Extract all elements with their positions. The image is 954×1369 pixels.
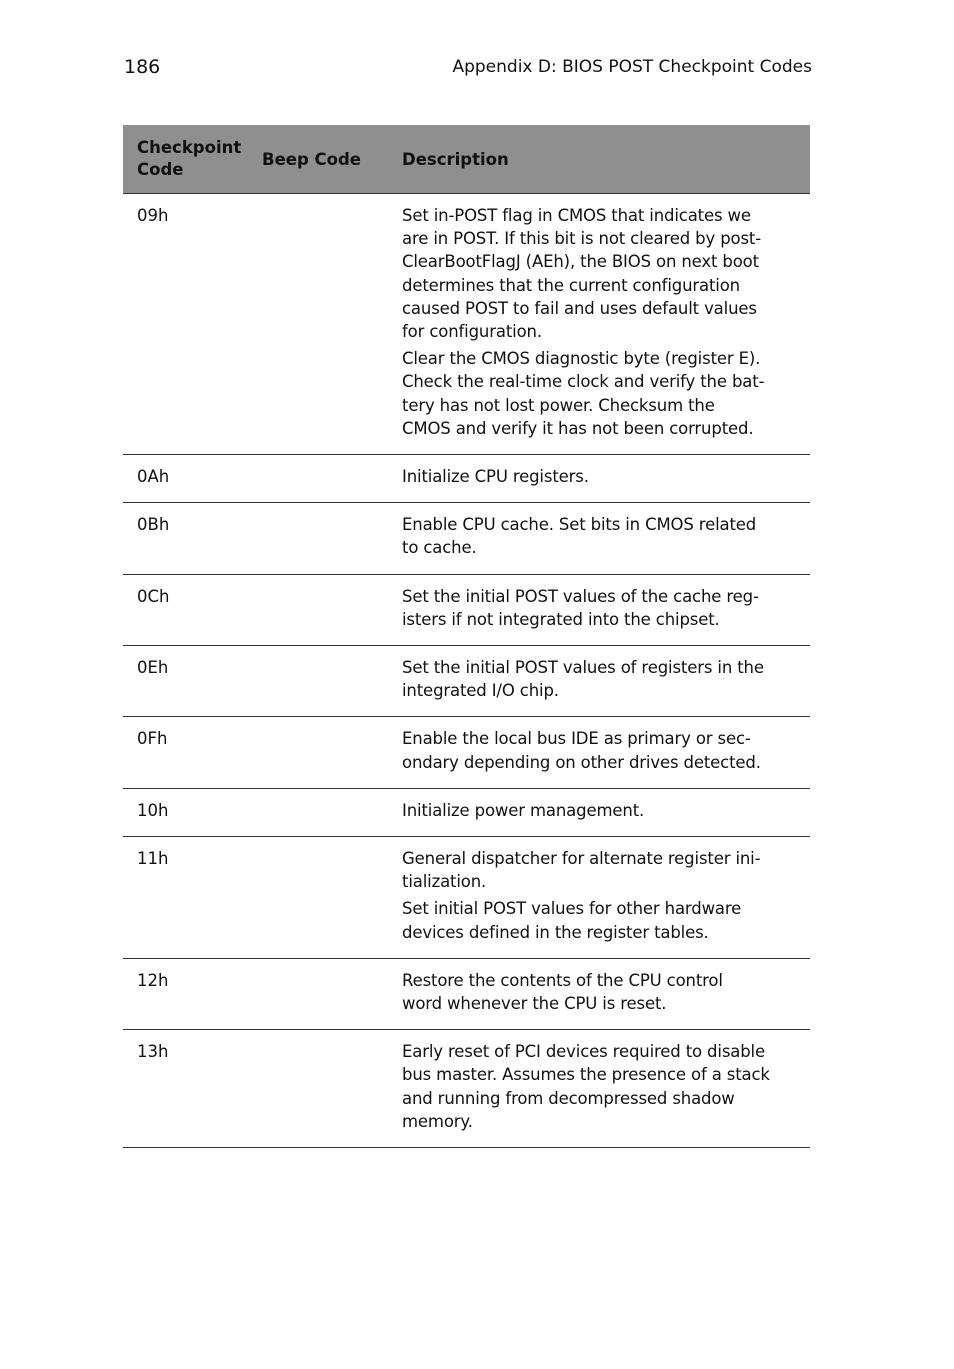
- checkpoint-code-cell: 11h: [137, 849, 169, 869]
- checkpoint-code-cell: 12h: [137, 970, 169, 990]
- table-row: [123, 455, 810, 503]
- description-paragraph: Set the initial POST values of registers in the integrated I/O chip.: [402, 658, 764, 701]
- table-body: [123, 194, 810, 1148]
- table-row: [123, 959, 810, 1030]
- description-cell: [402, 799, 795, 822]
- checkpoint-code-cell: 09h: [137, 206, 169, 225]
- description-cell: [402, 969, 795, 1015]
- checkpoint-code-cell: 10h: [137, 800, 169, 820]
- description-cell: [402, 847, 795, 944]
- checkpoint-code-cell: 0Ah: [137, 467, 170, 487]
- description-paragraph: Enable the local bus IDE as primary or sec- ondary depending on other drives detected.: [402, 729, 761, 772]
- description-paragraph: Enable CPU cache. Set bits in CMOS related to cache.: [402, 515, 757, 558]
- column-header-beep-code: Beep Code: [262, 149, 361, 169]
- table-row: [123, 837, 810, 959]
- table-row: [123, 717, 810, 788]
- description-paragraph: Set initial POST values for other hardware devices defined in the register tables.: [402, 899, 742, 942]
- table-row: [123, 575, 810, 646]
- page-number: 186: [124, 56, 161, 78]
- description-cell: [402, 204, 795, 440]
- table-row: [123, 1030, 810, 1148]
- description-paragraph: General dispatcher for alternate register ini- tialization.: [402, 849, 761, 892]
- checkpoint-table: [123, 125, 810, 1148]
- checkpoint-code-cell: 0Fh: [137, 729, 168, 749]
- table-row: [123, 646, 810, 717]
- description-paragraph: Clear the CMOS diagnostic byte (register E). Check the real-time clock and verify the bat- tery has not lost power. Checksum the CMOS and verify it has not been corrupted.: [402, 349, 765, 438]
- description-paragraph: Early reset of PCI devices required to disable bus master. Assumes the presence of a stack and running from decompressed shadow memory.: [402, 1042, 770, 1131]
- description-cell: [402, 656, 795, 702]
- checkpoint-code-cell: 0Ch: [137, 586, 170, 606]
- column-header-description: Description: [402, 149, 509, 169]
- description-paragraph: Set in-POST flag in CMOS that indicates we are in POST. If this bit is not cleared by post- ClearBootFlagJ (AEh), the BIOS on next boot determines that the current configuration caused POST to fail and uses default values for configuration.: [402, 206, 762, 342]
- running-title: Appendix D: BIOS POST Checkpoint Codes: [452, 57, 812, 77]
- table-row: [123, 503, 810, 574]
- table-header: [123, 125, 810, 194]
- column-header-checkpoint-code: Checkpoint Code: [137, 138, 242, 179]
- table-row: [123, 789, 810, 837]
- description-cell: [402, 727, 795, 773]
- description-paragraph: Initialize CPU registers.: [402, 467, 589, 487]
- description-paragraph: Set the initial POST values of the cache reg- isters if not integrated into the chipset.: [402, 586, 759, 629]
- description-cell: [402, 585, 795, 631]
- checkpoint-code-cell: 0Eh: [137, 658, 169, 678]
- description-paragraph: Restore the contents of the CPU control word whenever the CPU is reset.: [402, 970, 723, 1014]
- description-cell: [402, 465, 795, 488]
- description-cell: [402, 1040, 795, 1133]
- table-row: [123, 194, 810, 455]
- checkpoint-code-cell: 13h: [137, 1042, 169, 1062]
- description-paragraph: Initialize power management.: [402, 800, 645, 820]
- description-cell: [402, 513, 795, 559]
- checkpoint-code-cell: 0Bh: [137, 515, 170, 535]
